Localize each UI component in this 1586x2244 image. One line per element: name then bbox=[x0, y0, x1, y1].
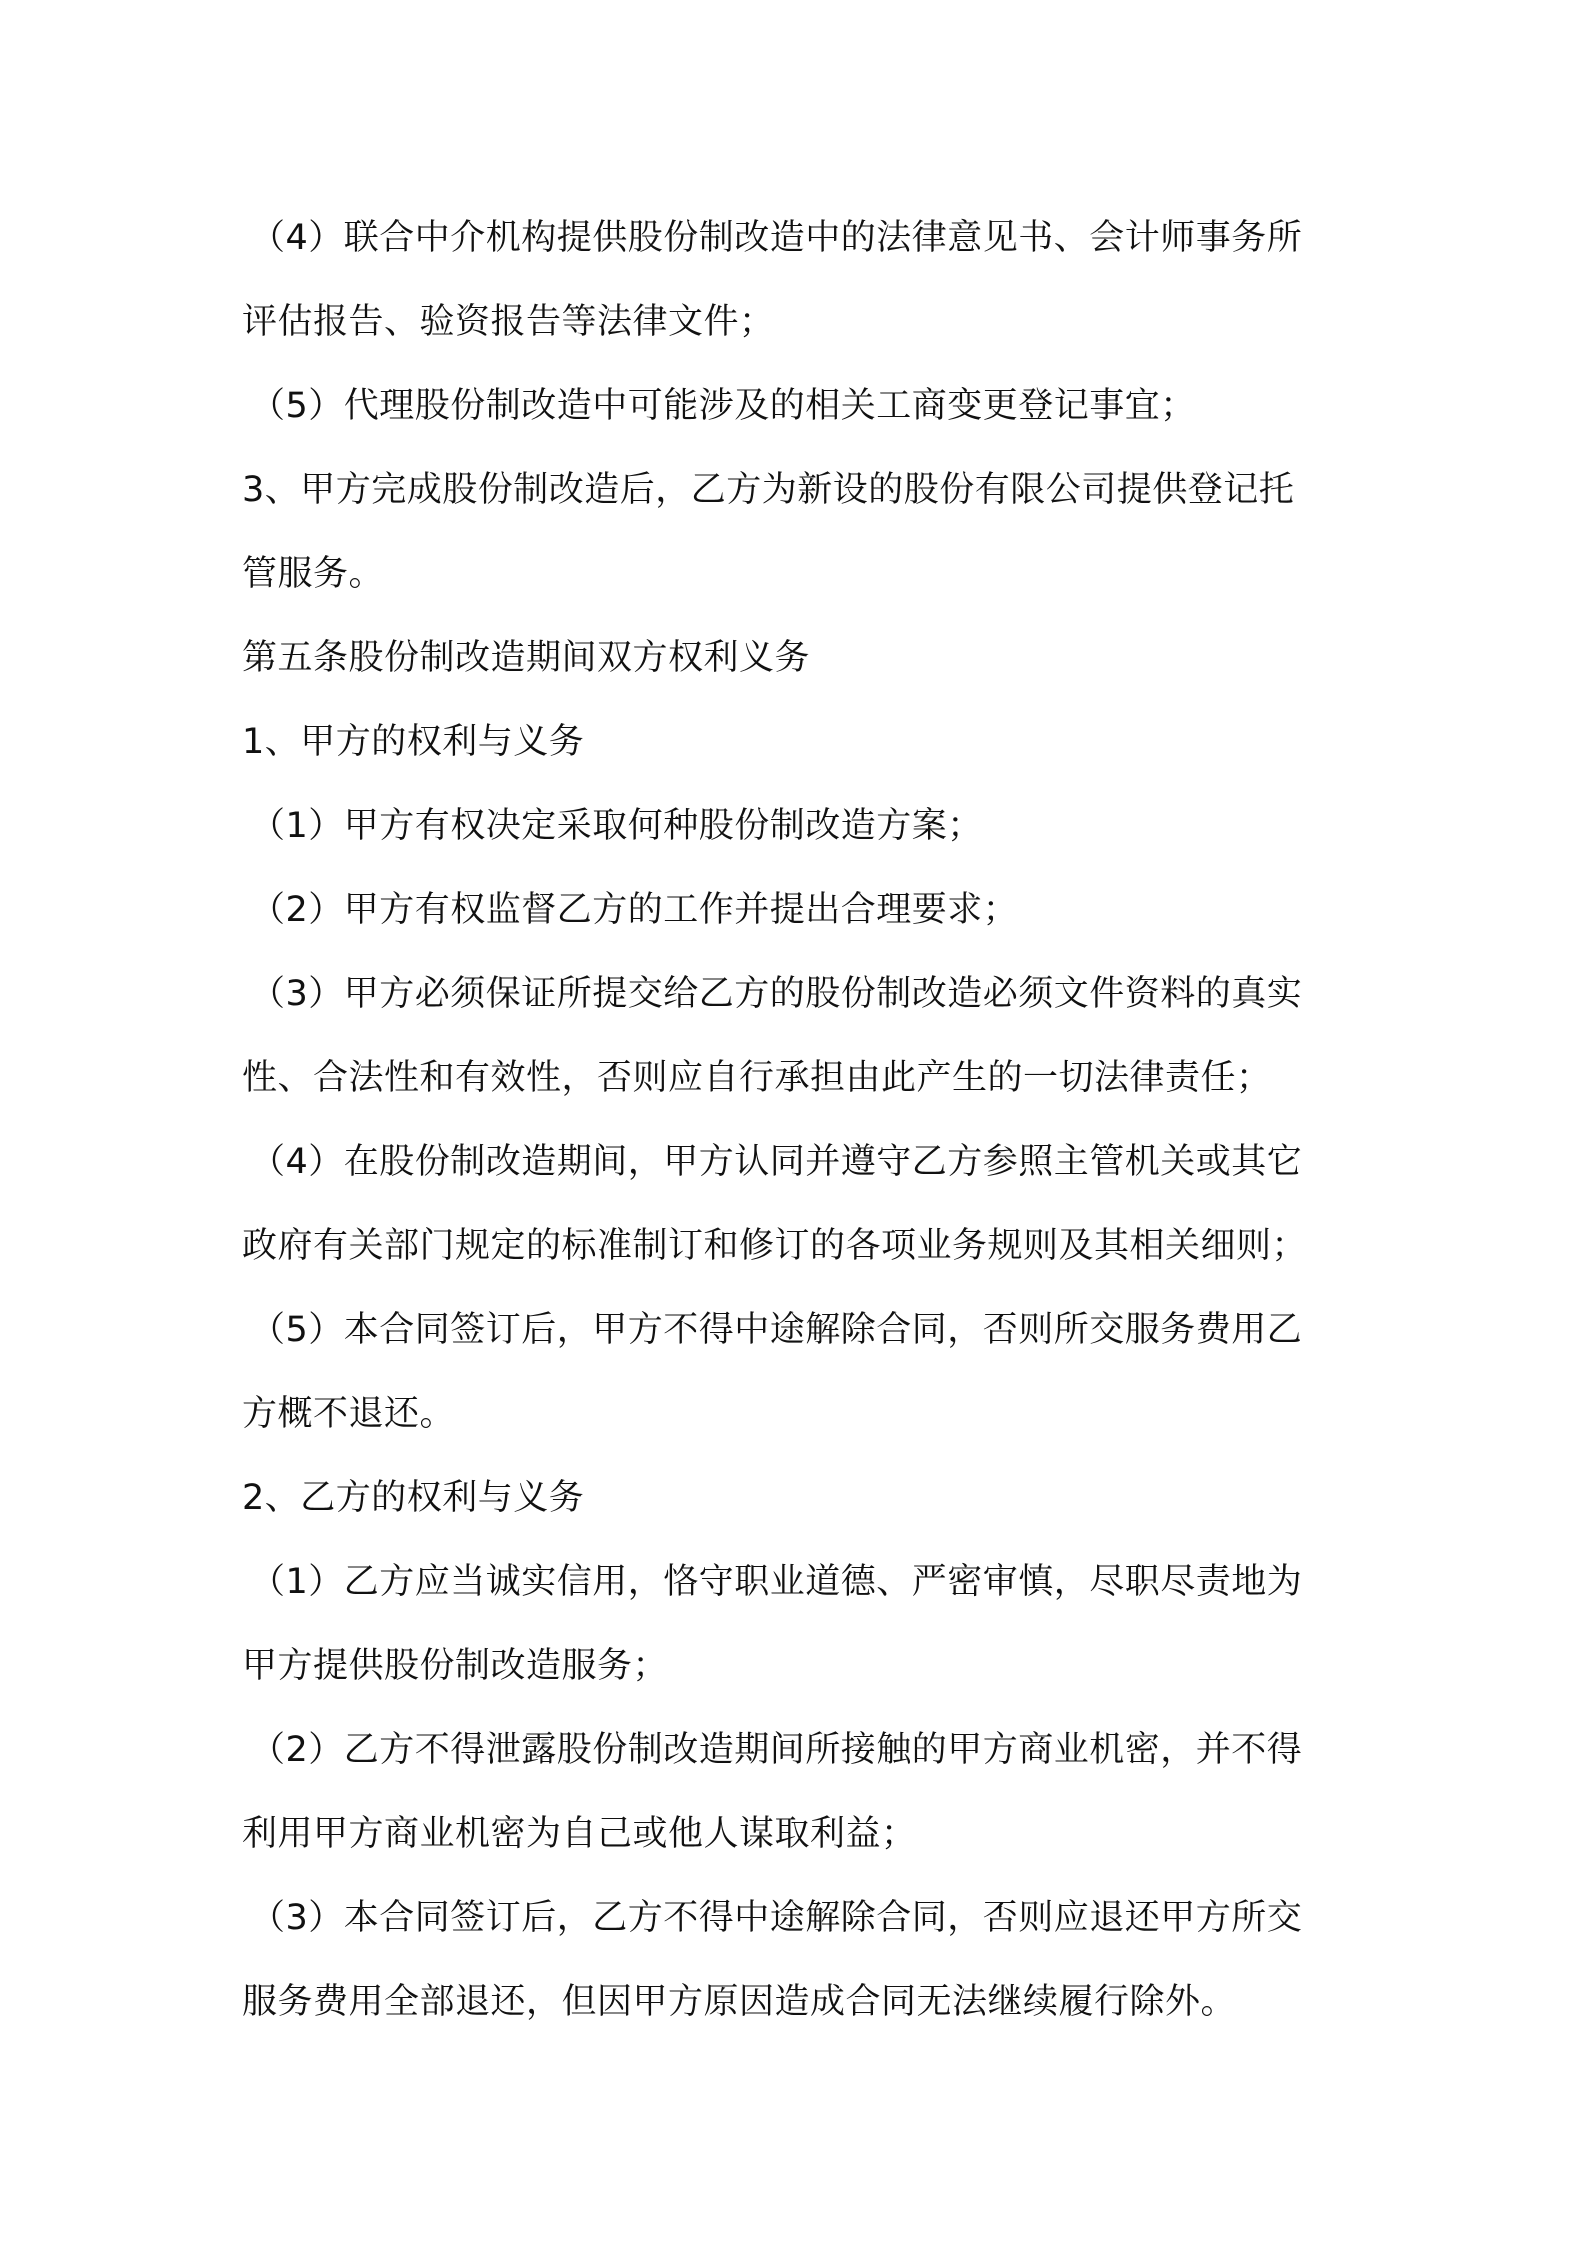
text-line: （3）本合同签订后，乙方不得中途解除合同，否则应退还甲方所交 bbox=[250, 1898, 1303, 1938]
text-line: （2）甲方有权监督乙方的工作并提出合理要求； bbox=[250, 890, 1019, 930]
text-line: 性、合法性和有效性，否则应自行承担由此产生的一切法律责任； bbox=[242, 1058, 1272, 1098]
text-line: （4）在股份制改造期间，甲方认同并遵守乙方参照主管机关或其它 bbox=[250, 1142, 1303, 1182]
text-line: 管服务。 bbox=[242, 554, 385, 594]
section-heading: 第五条股份制改造期间双方权利义务 bbox=[242, 638, 811, 678]
text-line: 政府有关部门规定的标准制订和修订的各项业务规则及其相关细则； bbox=[242, 1226, 1308, 1266]
text-line: （1）乙方应当诚实信用，恪守职业道德、严密审慎，尽职尽责地为 bbox=[250, 1562, 1303, 1602]
text-line: 甲方提供股份制改造服务； bbox=[242, 1646, 669, 1686]
subsection-heading: 2、乙方的权利与义务 bbox=[242, 1478, 585, 1518]
text-line: （4）联合中介机构提供股份制改造中的法律意见书、会计师事务所 bbox=[250, 218, 1303, 258]
document-body bbox=[242, 196, 1362, 2044]
text-line: 3、甲方完成股份制改造后，乙方为新设的股份有限公司提供登记托 bbox=[242, 470, 1295, 510]
text-line: 方概不退还。 bbox=[242, 1394, 456, 1434]
text-line: （3）甲方必须保证所提交给乙方的股份制改造必须文件资料的真实 bbox=[250, 974, 1303, 1014]
text-line: （1）甲方有权决定采取何种股份制改造方案； bbox=[250, 806, 983, 846]
text-line: （5）代理股份制改造中可能涉及的相关工商变更登记事宜； bbox=[250, 386, 1196, 426]
subsection-heading: 1、甲方的权利与义务 bbox=[242, 722, 585, 762]
text-line: 利用甲方商业机密为自己或他人谋取利益； bbox=[242, 1814, 917, 1854]
text-line: （2）乙方不得泄露股份制改造期间所接触的甲方商业机密，并不得 bbox=[250, 1730, 1303, 1770]
text-line: 评估报告、验资报告等法律文件； bbox=[242, 302, 775, 342]
text-line: （5）本合同签订后，甲方不得中途解除合同，否则所交服务费用乙 bbox=[250, 1310, 1303, 1350]
text-line: 服务费用全部退还，但因甲方原因造成合同无法继续履行除外。 bbox=[242, 1982, 1237, 2022]
